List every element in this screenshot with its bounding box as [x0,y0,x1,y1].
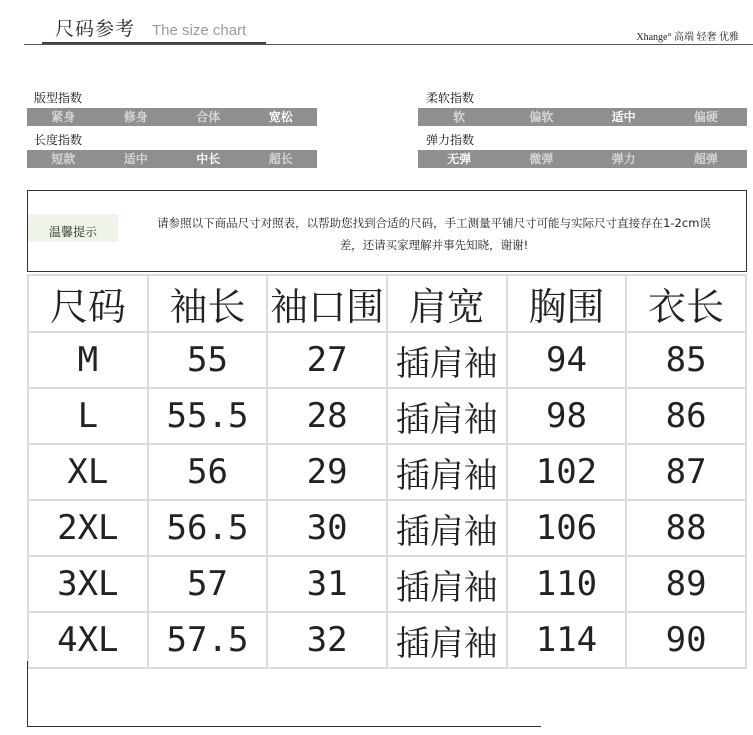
length-index-bar [27,150,317,168]
cell-chest: 114 [507,612,627,668]
cell-sleeve-length: 55 [148,332,268,388]
length-index-label: 长度指数 [34,133,83,147]
page-title: 尺码参考 [55,18,136,40]
table-row [28,612,746,668]
cell-chest: 106 [507,500,627,556]
cell-chest: 94 [507,332,627,388]
header-size: 尺码 [28,275,148,332]
softness-option: 软 [453,110,466,124]
length-option: 适中 [123,152,148,166]
cell-length: 85 [626,332,746,388]
cell-size: M [28,332,148,388]
elasticity-index-label: 弹力指数 [426,133,475,147]
cell-length: 88 [626,500,746,556]
cell-size: XL [28,444,148,500]
fit-index-bar [27,108,317,126]
bottom-empty-box [27,661,541,727]
elasticity-option-selected: 无弹 [447,152,472,166]
elasticity-index-bar [418,150,747,168]
tip-text [120,212,748,256]
page-subtitle: The size chart [152,22,247,39]
cell-shoulder: 插肩袖 [387,556,507,612]
elasticity-option: 弹力 [611,152,636,166]
cell-cuff: 30 [267,500,387,556]
cell-sleeve-length: 56 [148,444,268,500]
cell-shoulder: 插肩袖 [387,500,507,556]
cell-cuff: 27 [267,332,387,388]
cell-length: 90 [626,612,746,668]
length-option-selected: 中长 [196,152,221,166]
cell-sleeve-length: 56.5 [148,500,268,556]
header-shoulder: 肩宽 [387,275,507,332]
cell-length: 89 [626,556,746,612]
cell-size: L [28,388,148,444]
header-cuff: 袖口围 [267,275,387,332]
table-row [28,388,746,444]
cell-sleeve-length: 57 [148,556,268,612]
cell-shoulder: 插肩袖 [387,332,507,388]
cell-shoulder: 插肩袖 [387,388,507,444]
cell-cuff: 29 [267,444,387,500]
cell-cuff: 31 [267,556,387,612]
cell-size: 2XL [28,500,148,556]
cell-sleeve-length: 55.5 [148,388,268,444]
cell-size: 3XL [28,556,148,612]
softness-option: 偏硬 [693,110,718,124]
fit-option: 合体 [196,110,221,124]
tip-label: 温馨提示 [28,214,118,242]
softness-index-bar [418,108,747,126]
fit-option: 修身 [123,110,148,124]
table-row [28,332,746,388]
header-length: 衣长 [626,275,746,332]
fit-index-label: 版型指数 [34,91,83,105]
cell-cuff: 28 [267,388,387,444]
table-row [28,444,746,500]
length-option: 短款 [51,152,76,166]
cell-sleeve-length: 57.5 [148,612,268,668]
cell-chest: 110 [507,556,627,612]
length-option: 超长 [268,152,293,166]
size-table [27,274,747,669]
tip-text-line: 差，还请买家理解并事先知晓，谢谢! [339,238,529,252]
tip-text-line: 请参照以下商品尺寸对照表，以帮助您找到合适的尺码，手工测量平铺尺寸可能与实际尺寸直接存在1-2cm误 [157,216,711,230]
cell-length: 87 [626,444,746,500]
cell-chest: 102 [507,444,627,500]
table-header-row [28,275,746,332]
elasticity-option: 微弹 [529,152,554,166]
cell-chest: 98 [507,388,627,444]
table-row [28,556,746,612]
elasticity-option: 超弹 [693,152,718,166]
table-row [28,500,746,556]
header-divider [24,44,753,45]
softness-index-label: 柔软指数 [426,91,475,105]
brand-tagline: Xhange° 高端 轻奢 优雅 [636,32,739,43]
fit-option: 紧身 [51,110,76,124]
softness-option-selected: 适中 [611,110,636,124]
fit-option-selected: 宽松 [268,110,293,124]
header-chest: 胸围 [507,275,627,332]
cell-length: 86 [626,388,746,444]
cell-size: 4XL [28,612,148,668]
cell-shoulder: 插肩袖 [387,612,507,668]
softness-option: 偏软 [529,110,554,124]
cell-cuff: 32 [267,612,387,668]
header-sleeve-length: 袖长 [148,275,268,332]
cell-shoulder: 插肩袖 [387,444,507,500]
